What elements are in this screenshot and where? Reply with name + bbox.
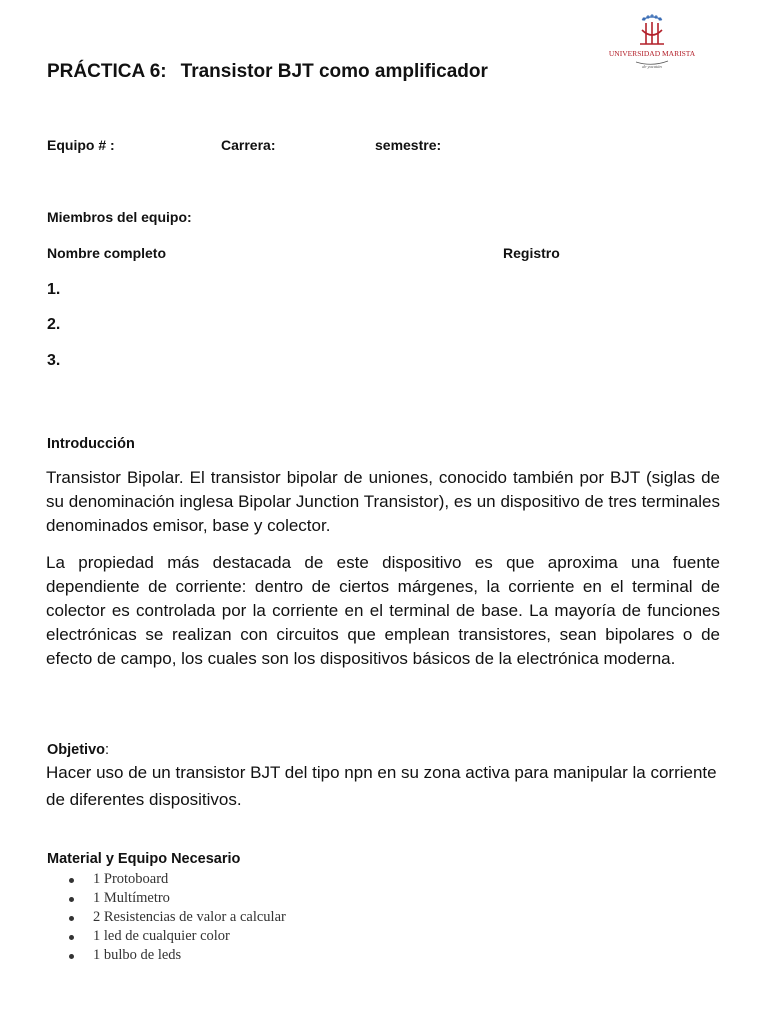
- intro-paragraph-2: La propiedad más destacada de este dispositivo es que aproxima una fuente dependiente de corriente: dentro de ciertos márgenes, la corriente en el terminal de colector es controlada por la corriente en el terminal de base. La mayoría de funciones electrónicas se realizan con circuitos que emplean transistores, sean bipolares o de efecto de campo, los cuales son los dispositivos básicos de la electrónica moderna.: [46, 553, 720, 668]
- practice-title: [47, 61, 488, 83]
- registry-column-label: Registro: [503, 245, 560, 261]
- list-item: [93, 946, 286, 965]
- materials-heading: Material y Equipo Necesario: [47, 851, 241, 867]
- bullet-icon: [69, 897, 74, 902]
- list-item: [93, 908, 286, 927]
- svg-text:UNIVERSIDAD MARISTA: UNIVERSIDAD MARISTA: [608, 49, 696, 58]
- member-row-3: 3.: [47, 352, 61, 369]
- team-label: Equipo # :: [47, 137, 115, 153]
- bullet-icon: [69, 935, 74, 940]
- objective-heading-wrap: [47, 742, 109, 758]
- name-column-label: Nombre completo: [47, 245, 167, 261]
- material-item: 1 bulbo de leds: [93, 947, 182, 963]
- members-label: Miembros del equipo:: [47, 209, 192, 225]
- member-row-1: 1.: [47, 281, 61, 298]
- semester-label: semestre:: [375, 137, 442, 153]
- objective-text: Hacer uso de un transistor BJT del tipo npn en su zona activa para manipular la corriente de diferentes dispositivos.: [46, 763, 717, 809]
- member-row-2: 2.: [47, 316, 61, 333]
- materials-list: [47, 870, 286, 965]
- title-prefix: PRÁCTICA 6:: [47, 61, 167, 82]
- university-logo: [606, 14, 698, 72]
- list-item: [93, 870, 286, 889]
- list-item: [93, 927, 286, 946]
- bullet-icon: [69, 916, 74, 921]
- objective-heading: Objetivo: [47, 742, 106, 758]
- material-item: 1 led de cualquier color: [93, 928, 230, 944]
- bullet-icon: [69, 954, 74, 959]
- material-item: 1 Multímetro: [93, 890, 170, 906]
- title-main: Transistor BJT como amplificador: [180, 61, 488, 82]
- objective-colon: :: [105, 742, 110, 758]
- material-item: 1 Protoboard: [93, 871, 169, 887]
- list-item: [93, 889, 286, 908]
- bullet-icon: [69, 878, 74, 883]
- intro-paragraph-1: Transistor Bipolar. El transistor bipolar de uniones, conocido también por BJT (siglas de su denominación inglesa Bipolar Junction Transistor), es un dispositivo de tres terminales denominados emisor, base y colector.: [46, 468, 720, 535]
- university-crest-icon: [606, 14, 698, 72]
- material-item: 2 Resistencias de valor a calcular: [93, 909, 286, 925]
- career-label: Carrera:: [221, 137, 276, 153]
- intro-heading: Introducción: [47, 436, 135, 452]
- svg-text:de yucatán: de yucatán: [642, 64, 662, 69]
